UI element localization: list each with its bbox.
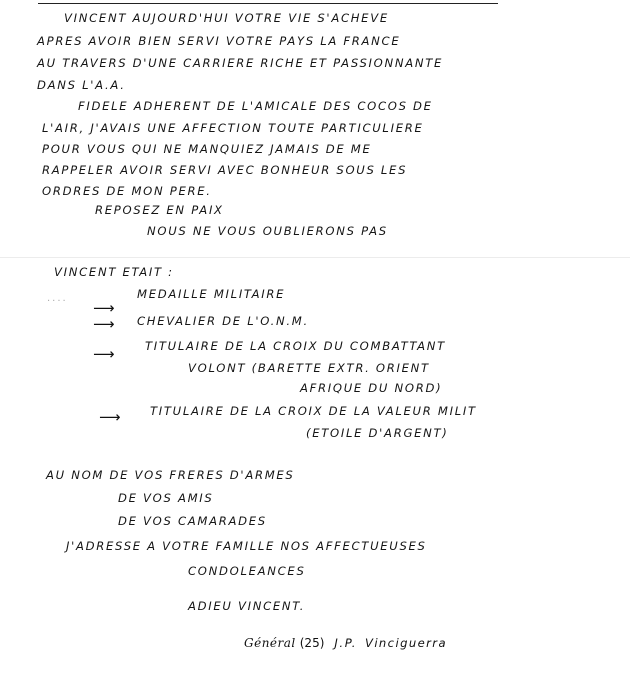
letter-line: AU TRAVERS D'UNE CARRIERE RICHE ET PASSIONNANTE (37, 56, 444, 70)
closing-line: J'ADRESSE A VOTRE FAMILLE NOS AFFECTUEUSES (66, 539, 427, 553)
arrow-icon: ⟶ (93, 345, 115, 363)
closing-line: ADIEU VINCENT. (188, 599, 306, 613)
top-rule (38, 3, 498, 4)
honor-item: (ETOILE D'ARGENT) (306, 426, 449, 440)
closing-line: DE VOS CAMARADES (118, 514, 267, 528)
letter-line: RAPPELER AVOIR SERVI AVEC BONHEUR SOUS LES (42, 163, 408, 177)
honor-item: CHEVALIER DE L'O.N.M. (137, 314, 309, 328)
honor-item: TITULAIRE DE LA CROIX DU COMBATTANT (145, 339, 446, 353)
honor-item: TITULAIRE DE LA CROIX DE LA VALEUR MILIT (150, 404, 477, 418)
honor-item: AFRIQUE DU NORD) (300, 381, 443, 395)
signature-surname: Vinciguerra (364, 636, 447, 650)
honor-item: MEDAILLE MILITAIRE (137, 287, 286, 301)
letter-line: L'AIR, J'AVAIS UNE AFFECTION TOUTE PARTICULIERE (42, 121, 424, 135)
page-seam (0, 257, 630, 258)
closing-line: CONDOLEANCES (188, 564, 306, 578)
letter-line: DANS L'A.A. (37, 78, 126, 92)
letter-line: FIDELE ADHERENT DE L'AMICALE DES COCOS DE (78, 99, 433, 113)
honors-heading: VINCENT ETAIT : (54, 265, 174, 279)
closing-line: DE VOS AMIS (118, 491, 214, 505)
arrow-icon: ⟶ (93, 315, 115, 333)
letter-line: NOUS NE VOUS OUBLIERONS PAS (147, 224, 388, 238)
letter-line: POUR VOUS QUI NE MANQUIEZ JAMAIS DE ME (42, 142, 372, 156)
signature-initials: J.P. (334, 636, 357, 650)
letter-line: ORDRES DE MON PERE. (42, 184, 212, 198)
closing-line: AU NOM DE VOS FRERES D'ARMES (46, 468, 295, 482)
signature-rank: Général (244, 636, 296, 650)
arrow-icon: ⟶ (99, 408, 121, 426)
arrow-icon: ⟶ (93, 299, 115, 317)
letter-line: APRES AVOIR BIEN SERVI VOTRE PAYS LA FRANCE (37, 34, 401, 48)
signature-number: (25) (299, 636, 325, 650)
margin-dots: .... (47, 293, 68, 304)
honor-item: VOLONT (BARETTE EXTR. ORIENT (188, 361, 430, 375)
letter-line: VINCENT AUJOURD'HUI VOTRE VIE S'ACHEVE (64, 11, 389, 25)
signature (244, 632, 447, 651)
letter-line: REPOSEZ EN PAIX (95, 203, 224, 217)
